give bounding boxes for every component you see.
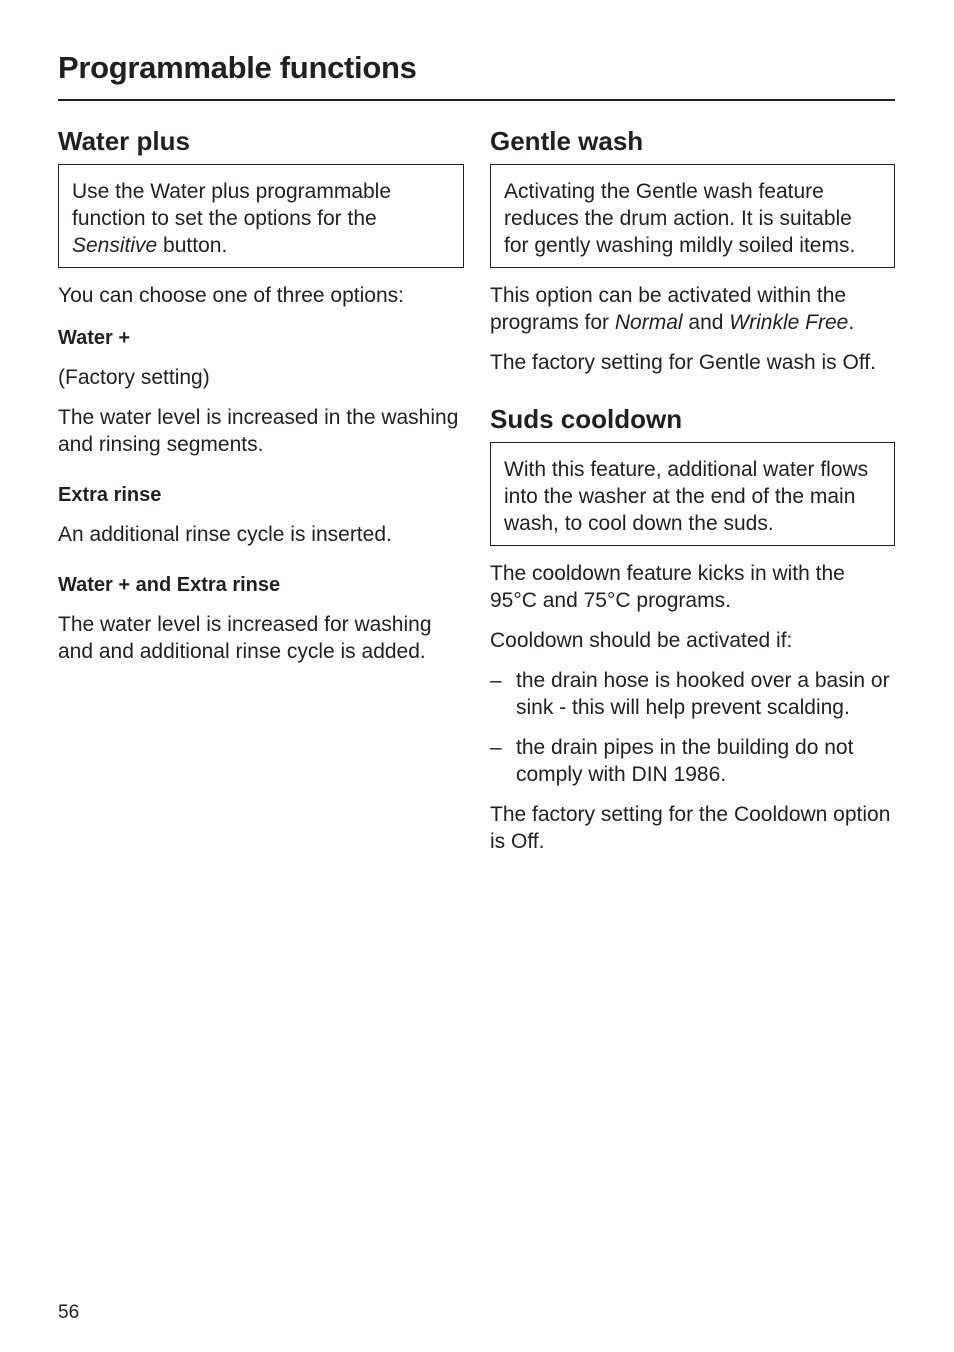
section-heading-water-plus: Water plus	[58, 126, 190, 156]
suds-cooldown-info-box	[490, 442, 895, 546]
gentle-wash-info-box	[490, 164, 895, 268]
option-heading-extra-rinse: Extra rinse	[58, 484, 162, 506]
section-heading-gentle-wash: Gentle wash	[490, 126, 644, 156]
dash-marker: –	[490, 736, 502, 759]
cooldown-conditions-list	[490, 667, 895, 788]
box-text-end: button.	[157, 234, 228, 257]
page-title: Programmable functions	[58, 50, 417, 85]
program-name-normal: Normal	[614, 311, 683, 334]
list-item	[490, 667, 895, 721]
cooldown-factory-setting: The factory setting for the Cooldown option is Off.	[490, 803, 891, 853]
gentle-wash-factory-setting: The factory setting for Gentle wash is Off.	[490, 351, 876, 374]
option-heading-water-plus-extra-rinse: Water + and Extra rinse	[58, 574, 281, 596]
option-text: The water level is increased for washing and and additional rinse cycle is added.	[58, 613, 432, 663]
list-item-text: the drain hose is hooked over a basin or sink - this will help prevent scalding.	[516, 669, 890, 719]
list-item-text: the drain pipes in the building do not comply with DIN 1986.	[516, 736, 854, 786]
sensitive-button-name: Sensitive	[72, 234, 158, 257]
box-text: Activating the Gentle wash feature reduces the drum action. It is suitable for gently washing mildly soiled items.	[504, 180, 856, 257]
right-column	[490, 124, 895, 868]
left-column	[58, 124, 464, 678]
water-plus-info-box	[58, 164, 464, 268]
page-number: 56	[58, 1302, 80, 1323]
cooldown-programs-text: The cooldown feature kicks in with the 95°C and 75°C programs.	[490, 562, 845, 612]
options-intro: You can choose one of three options:	[58, 284, 404, 307]
program-name-wrinkle-free: Wrinkle Free	[729, 311, 849, 334]
option-text: An additional rinse cycle is inserted.	[58, 523, 392, 546]
option-heading-water-plus: Water +	[58, 327, 131, 349]
section-heading-suds-cooldown: Suds cooldown	[490, 404, 683, 434]
title-divider	[58, 99, 895, 101]
gentle-wash-programs-text: This option can be activated within the programs for Normal and Wrinkle Free.	[490, 284, 855, 334]
cooldown-conditions-intro: Cooldown should be activated if:	[490, 629, 793, 652]
option-text: (Factory setting)	[58, 366, 210, 389]
option-text: The water level is increased in the washing and rinsing segments.	[58, 406, 459, 456]
dash-marker: –	[490, 669, 502, 692]
list-item	[490, 734, 895, 788]
box-text: Use the Water plus programmable function to set the options for the	[72, 180, 392, 230]
box-text: With this feature, additional water flows into the washer at the end of the main wash, to cool down the suds.	[504, 458, 869, 535]
